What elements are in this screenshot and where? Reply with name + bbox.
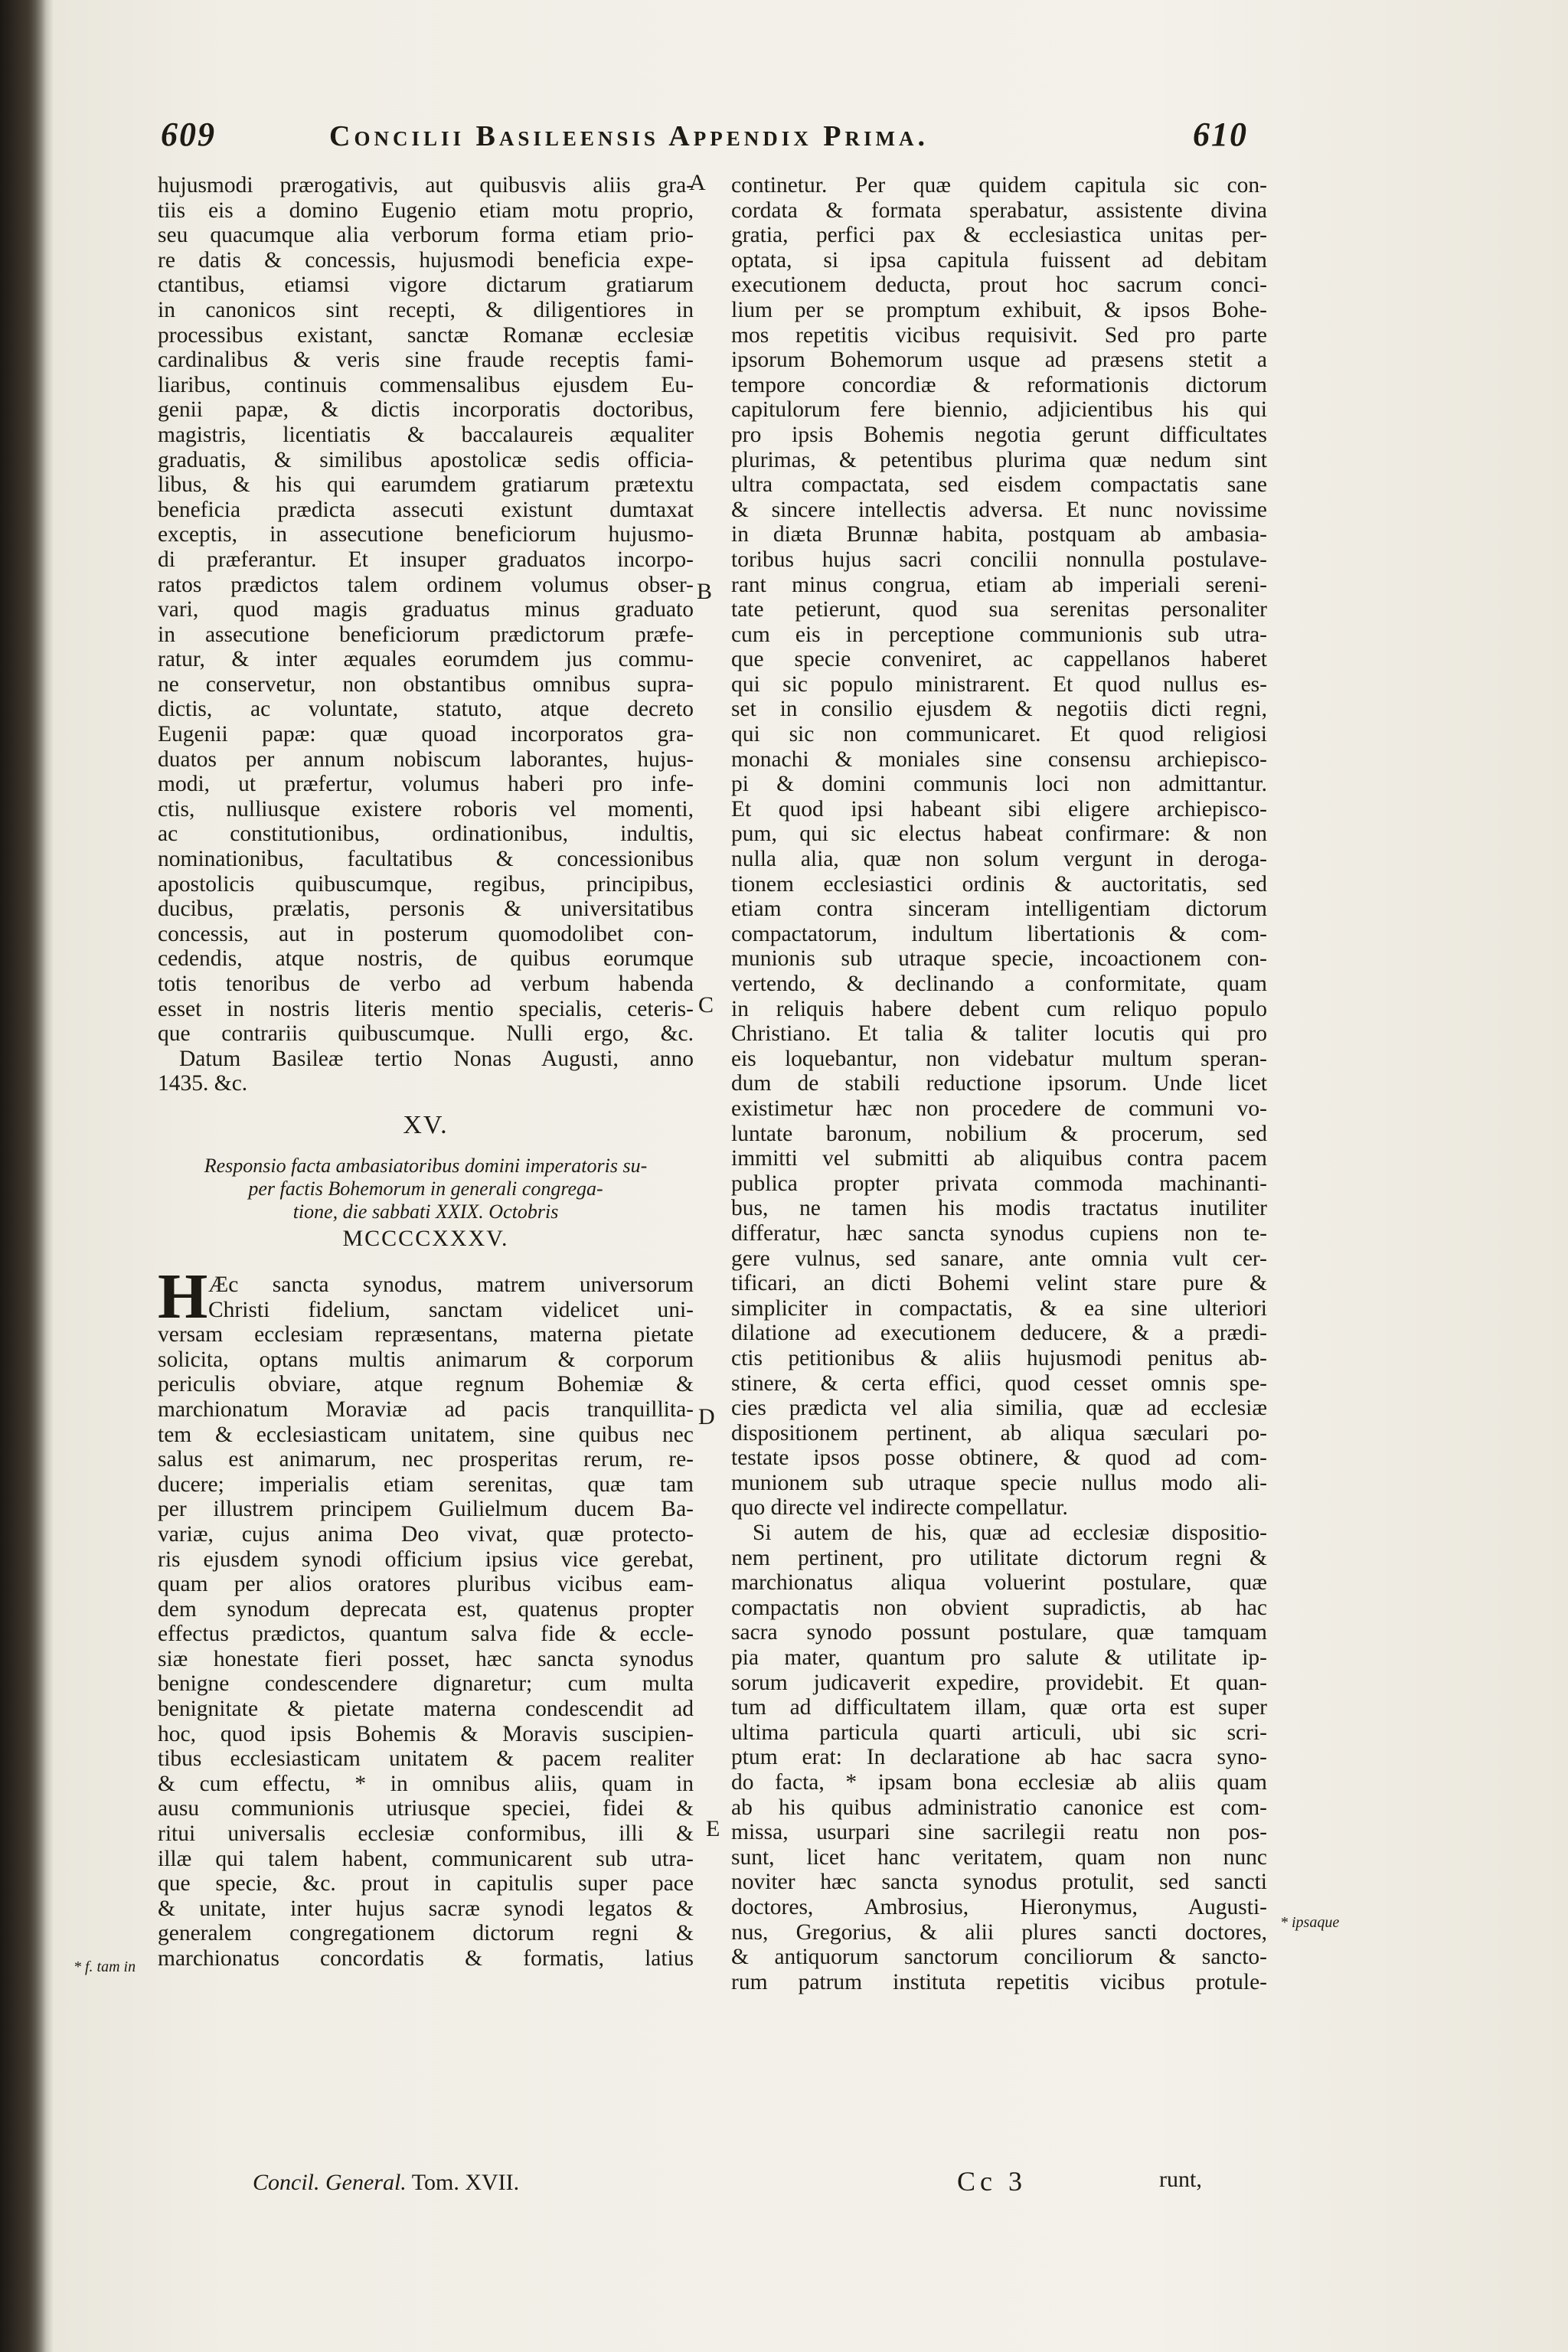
text-line: tem & ecclesiasticam unitatem, sine quibus nec (158, 1422, 694, 1447)
left-column (158, 173, 694, 1971)
text-line: genii papæ, & dictis incorporatis doctoribus, (158, 397, 694, 423)
text-line: illæ qui talem habent, communicarent sub utra- (158, 1846, 694, 1871)
text-line: testate ipsos posse obtinere, & quod ad com- (731, 1446, 1267, 1471)
text-line: apostolicis quibuscumque, regibus, principibus, (158, 871, 694, 897)
text-line: Christi fidelium, sanctam videlicet uni- (208, 1297, 694, 1322)
text-line: tibus ecclesiasticam unitatem & pacem realiter (158, 1746, 694, 1772)
text-line: existimetur hæc non procedere de communi vo- (731, 1096, 1267, 1121)
text-line: cardinalibus & veris sine fraude receptis fami- (158, 348, 694, 373)
text-line: variæ, cujus anima Deo vivat, quæ protecto- (158, 1521, 694, 1547)
text-line: libus, & his qui earumdem gratiarum prætextu (158, 472, 694, 498)
catchword: runt, (1159, 2167, 1202, 2192)
text-line: munionis sub utraque specie, incoactionem con- (731, 946, 1267, 972)
footer-volume (253, 2170, 519, 2196)
text-line: marchionatus concordatis & formatis, latius (158, 1946, 694, 1971)
margin-letter-c: C (698, 992, 714, 1018)
text-line: in assecutione beneficiorum prædictorum præfe- (158, 622, 694, 647)
text-line: liaribus, continuis commensalibus ejusdem Eu- (158, 372, 694, 397)
text-line: ipsorum Bohemorum usque ad præsens stetit a (731, 348, 1267, 373)
text-line: tempore concordiæ & reformationis dictorum (731, 372, 1267, 397)
text-line: dem synodum deprecata est, quatenus propter (158, 1596, 694, 1622)
left-column-text-top (158, 173, 694, 1096)
footer-series: Concil. General. (253, 2170, 407, 2195)
text-line: que specie conveniret, ac cappellanos haberet (731, 647, 1267, 672)
text-line: sacra synodo possunt postulare, quæ tamquam (731, 1620, 1267, 1645)
text-line: qui sic non communicaret. Et quod religiosi (731, 722, 1267, 747)
binding-gutter (0, 0, 46, 2352)
text-line: siæ honestate fieri posset, hæc sancta synodus (158, 1646, 694, 1671)
text-line: modi, ut præfertur, volumus haberi pro infe- (158, 772, 694, 797)
text-line: & antiquorum sanctorum conciliorum & sancto- (731, 1945, 1267, 1970)
text-line: etiam contra sinceram intelligentiam dictorum (731, 897, 1267, 922)
text-line: ris ejusdem synodi officium ipsius vice gerebat, (158, 1547, 694, 1572)
text-line: re datis & concessis, hujusmodi beneficia expe- (158, 247, 694, 273)
text-line: immitti vel submitti ab aliquibus contra pacem (731, 1146, 1267, 1171)
text-line: esset in nostris literis mentio specialis, ceteris- (158, 996, 694, 1021)
text-line: rant minus congrua, etiam ab imperiali sereni- (731, 572, 1267, 597)
text-line: quam per alios oratores pluribus vicibus eam- (158, 1572, 694, 1597)
text-line: Et quod ipsi habeant sibi eligere archiepisco- (731, 796, 1267, 822)
text-line: sorum judicaverit expedire, providebit. Et quan- (731, 1670, 1267, 1695)
text-line: 1435. &c. (158, 1071, 248, 1096)
text-line: Christiano. Et talia & taliter locutis qui pro (731, 1021, 1267, 1047)
text-line: do facta, * ipsam bona ecclesiæ ab aliis quam (731, 1770, 1267, 1795)
text-line: graduatis, & similibus apostolicæ sedis officia- (158, 447, 694, 472)
text-line: capitulorum fere biennio, adjicientibus his qui (731, 397, 1267, 423)
text-line: periculis obviare, atque regnum Bohemiæ & (158, 1372, 694, 1397)
text-line: & cum effectu, * in omnibus aliis, quam in (158, 1771, 694, 1796)
text-line: sunt, licet hanc veritatem, quam non nunc (731, 1844, 1267, 1870)
margin-note-right: * ipsaque (1280, 1914, 1340, 1931)
right-column (731, 173, 1267, 1994)
text-line: ausu communionis utriusque speciei, fidei & (158, 1796, 694, 1821)
text-line: vari, quod magis graduatus minus graduato (158, 597, 694, 622)
text-line: que specie, &c. prout in capitulis super pace (158, 1871, 694, 1896)
text-line: hujusmodi prærogativis, aut quibusvis aliis gra- (158, 173, 694, 198)
text-line: cedendis, atque nostris, de quibus eorumque (158, 946, 694, 972)
text-line: ducibus, prælatis, personis & universitatibus (158, 897, 694, 922)
footer-tome: Tom. XVII. (411, 2170, 520, 2195)
text-line: di præferantur. Et insuper graduatos incorpo- (158, 547, 694, 572)
text-line: nominationibus, facultatibus & concessionibus (158, 847, 694, 872)
text-line: gere vulnus, sed sanare, ante omnia vult cer- (731, 1246, 1267, 1271)
text-line: compactatis non obvient supradictis, ab hac (731, 1595, 1267, 1620)
margin-note-left: * f. tam in (74, 1958, 136, 1975)
text-line: ne conservetur, non obstantibus omnibus supra- (158, 671, 694, 697)
text-line: dum de stabili reductione ipsorum. Unde licet (731, 1071, 1267, 1096)
text-line: Æc sancta synodus, matrem universorum (208, 1272, 694, 1297)
text-line: ultima particula quarti articuli, ubi sic scri- (731, 1720, 1267, 1745)
text-line: duatos per annum nobiscum laborantes, hujus- (158, 746, 694, 772)
text-line: cies prædicta vel alia similia, quæ ad ecclesiæ (731, 1396, 1267, 1421)
margin-letter-e: E (706, 1816, 720, 1841)
text-line: per illustrem principem Guilielmum ducem Ba- (158, 1497, 694, 1522)
text-line: tionem ecclesiastici ordinis & auctoritatis, sed (731, 871, 1267, 897)
text-line: hoc, quod ipsis Bohemis & Moravis suscipien- (158, 1721, 694, 1746)
text-line: nulla alia, quæ non solum vergunt in deroga- (731, 847, 1267, 872)
text-line: bus, ne tamen his modis tractatus inutiliter (731, 1196, 1267, 1221)
text-line: pi & domini communis loci non admittantur. (731, 772, 1267, 797)
text-line: pro ipsis Bohemis negotia gerunt difficultates (731, 422, 1267, 447)
text-line: in diæta Brunnæ habita, postquam ab ambasia- (731, 522, 1267, 547)
text-line: tum ad difficultatem illam, quæ orta est super (731, 1695, 1267, 1720)
text-line: stinere, & certa effici, quod cesset omnis spe- (731, 1370, 1267, 1396)
text-line: cordata & formata sperabatur, assistente divina (731, 198, 1267, 223)
text-line: magistris, licentiatis & baccalaureis æqualiter (158, 422, 694, 447)
page-number-left: 609 (161, 116, 216, 153)
text-line: noviter hæc sancta synodus protulit, sed sancti (731, 1870, 1267, 1895)
text-line: nus, Gregorius, & alii plures sancti doctores, (731, 1919, 1267, 1945)
text-line: pum, qui sic electus habeat confirmare: & non (731, 822, 1267, 847)
signature-mark: Cc 3 (957, 2166, 1027, 2197)
text-line: marchionatus aliqua voluerint postulare, quæ (731, 1570, 1267, 1596)
text-line: & sincere intellectis adversa. Et nunc novissime (731, 497, 1267, 522)
text-line: dilatione ad executionem deducere, & a prædi- (731, 1321, 1267, 1346)
text-line: Si autem de his, quæ ad ecclesiæ dispositio- (753, 1521, 1267, 1546)
text-line: versam ecclesiam repræsentans, materna pietate (158, 1322, 694, 1348)
text-line: ab his quibus administratio canonice est com- (731, 1795, 1267, 1820)
text-line: ac constitutionibus, ordinationibus, indultis, (158, 822, 694, 847)
text-line: simpliciter in compactatis, & ea sine ulteriori (731, 1295, 1267, 1321)
text-line: ratos prædictos talem ordinem volumus obser- (158, 572, 694, 597)
heading-line: tione, die sabbati XXIX. Octobris (292, 1200, 559, 1223)
text-line: ratur, & inter æquales eorumdem jus commu- (158, 647, 694, 672)
text-line: missa, usurpari sine sacrilegii reatu non pos- (731, 1820, 1267, 1845)
text-line: exceptis, in assecutione beneficiorum hujusmo- (158, 522, 694, 547)
heading-year: MCCCCXXXV. (342, 1225, 509, 1251)
running-header (161, 115, 1248, 176)
text-line: mos repetitis vicibus requisivit. Sed pro parte (731, 322, 1267, 348)
text-line: ctantibus, etiamsi vigore dictarum gratiarum (158, 273, 694, 298)
heading-line: per factis Bohemorum in generali congrega- (248, 1177, 603, 1200)
dropcap-paragraph (158, 1260, 694, 1332)
text-line: lium per se promptum exhibuit, & ipsos Bohe- (731, 297, 1267, 322)
text-line: benignitate & pietate materna condescendit ad (158, 1697, 694, 1722)
margin-letter-a: A (689, 170, 706, 195)
text-line: seu quacumque alia verborum forma etiam prio- (158, 223, 694, 248)
text-line: ducere; imperialis etiam serenitas, quæ tam (158, 1472, 694, 1497)
text-line: executionem deducta, prout hoc sacrum conci- (731, 273, 1267, 298)
text-line: set in consilio ejusdem & negotiis dicti regni, (731, 697, 1267, 722)
text-line: dispositionem pertinent, ab aliqua sæculari po- (731, 1420, 1267, 1446)
text-line: marchionatum Moraviæ ad pacis tranquillita- (158, 1396, 694, 1422)
text-line: continetur. Per quæ quidem capitula sic con- (731, 173, 1267, 198)
text-line: ctis, nulliusque existere roboris vel momenti, (158, 796, 694, 822)
text-line: Datum Basileæ tertio Nonas Augusti, anno (179, 1046, 694, 1071)
text-line: effectus prædictos, quantum salva fide & eccle- (158, 1622, 694, 1647)
section-number: XV. (403, 1110, 449, 1139)
section-heading (158, 1155, 694, 1223)
text-line: ultra compactata, sed eisdem compactatis sane (731, 472, 1267, 498)
text-line: tiis eis a domino Eugenio etiam motu proprio, (158, 198, 694, 223)
text-line: dictis, ac voluntate, statuto, atque decreto (158, 697, 694, 722)
left-column-text-bottom (158, 1322, 694, 1971)
text-line: ptum erat: In declaratione ab hac sacra syno- (731, 1745, 1267, 1770)
text-line: beneficia prædicta assecuti existunt dumtaxat (158, 497, 694, 522)
text-line: processibus existant, sanctæ Romanæ ecclesiæ (158, 322, 694, 348)
text-line: in reliquis habere debent cum reliquo populo (731, 996, 1267, 1021)
text-line: & unitate, inter hujus sacræ synodi legatos & (158, 1896, 694, 1921)
text-line: nem pertinent, pro utilitate dictorum regni & (731, 1545, 1267, 1570)
text-line: vertendo, & declinando a conformitate, quam (731, 972, 1267, 996)
text-line: solicita, optans multis animarum & corporum (158, 1347, 694, 1372)
text-line: qui sic populo ministrarent. Et quod nullus es- (731, 671, 1267, 697)
margin-letter-b: B (697, 579, 713, 604)
text-line: pia mater, quantum pro salute & utilitate ip- (731, 1645, 1267, 1671)
text-line: monachi & moniales sine consensu archiepisco- (731, 746, 1267, 772)
text-line: totis tenoribus de verbo ad verbum habenda (158, 972, 694, 996)
text-line: ritui universalis ecclesiæ conformibus, illi & (158, 1821, 694, 1847)
heading-line: Responsio facta ambasiatoribus domini imperatoris su- (204, 1154, 648, 1177)
running-title: Concilii Basileensis Appendix Prima. (329, 120, 929, 152)
text-line: doctores, Ambrosius, Hieronymus, Augusti- (731, 1894, 1267, 1919)
text-line: tate petierunt, quod sua serenitas personaliter (731, 597, 1267, 622)
text-line: plurimas, & petentibus plurima quæ nedum sint (731, 447, 1267, 472)
text-line: salus est animarum, nec prosperitas rerum, re- (158, 1447, 694, 1472)
text-line: generalem congregationem dictorum regni & (158, 1921, 694, 1946)
text-line: Eugenii papæ: quæ quoad incorporatos gra- (158, 722, 694, 747)
text-line: gratia, perfici pax & ecclesiastica unitas per- (731, 223, 1267, 248)
text-line: optata, si ipsa capitula fuissent ad debitam (731, 247, 1267, 273)
text-line: rum patrum instituta repetitis vicibus protule- (731, 1969, 1267, 1994)
text-line: ctis petitionibus & aliis hujusmodi penitus ab- (731, 1345, 1267, 1370)
page-number-right: 610 (1193, 116, 1248, 153)
text-line: differatur, hæc sancta synodus cupiens non te- (731, 1220, 1267, 1246)
text-line: cum eis in perceptione communionis sub utra- (731, 622, 1267, 647)
text-line: in canonicos sint recepti, & diligentiores in (158, 297, 694, 322)
margin-letter-d: D (698, 1404, 715, 1429)
text-line: toribus hujus sacri concilii nonnulla postulave- (731, 547, 1267, 572)
text-line: quo directe vel indirecte compellatur. (731, 1495, 1068, 1521)
text-line: concessis, aut in posterum quomodolibet con- (158, 921, 694, 946)
text-line: publica propter privata commoda machinanti- (731, 1171, 1267, 1196)
text-line: luntate baronum, nobilium & procerum, sed (731, 1121, 1267, 1146)
text-line: que contrariis quibuscumque. Nulli ergo, &c. (158, 1021, 694, 1047)
text-line: eis loquebantur, non videbatur multum speran- (731, 1046, 1267, 1071)
text-line: munionem sub utraque specie nullus modo ali- (731, 1470, 1267, 1495)
text-line: benigne condescendere dignaretur; cum multa (158, 1671, 694, 1697)
drop-capital: H (158, 1260, 208, 1332)
text-line: compactatorum, indultum libertationis & com- (731, 921, 1267, 946)
text-line: tificari, an dicti Bohemi velint stare pure & (731, 1271, 1267, 1296)
